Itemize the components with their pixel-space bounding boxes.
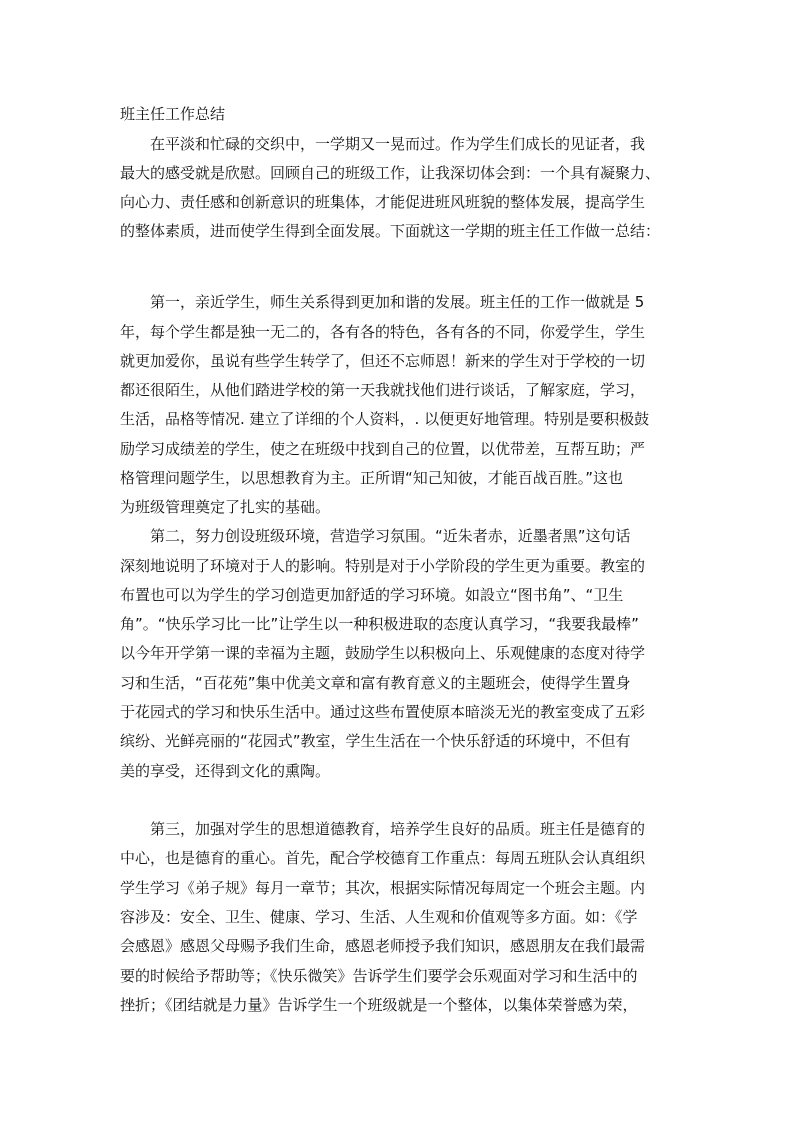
paragraph-line: 角”。“快乐学习比一比”让学生以一种积极进取的态度认真学习，“我要我最棒”: [120, 615, 639, 633]
paragraph-line: 都还很陌生，从他们踏进学校的第一天我就找他们进行谈话，了解家庭，学习，: [120, 381, 646, 399]
paragraph-line: 向心力、责任感和创新意识的班集体，才能促进班风班貌的整体发展，提高学生: [120, 193, 646, 211]
paragraph-line: 最大的感受就是欣慰。回顾自己的班级工作，让我深切体会到：一个具有凝聚力、: [120, 164, 661, 182]
paragraph-line: 挫折；《团结就是力量》告诉学生一个班级就是一个整体，以集体荣誉感为荣，: [120, 996, 638, 1014]
paragraph-line: 习和生活，“百花苑”集中优美文章和富有教育意义的主题班会，使得学生置身: [120, 674, 631, 692]
paragraph-line: 格管理问题学生，以思想教育为主。正所谓“知己知彼，才能百战百胜。”这也: [120, 469, 624, 487]
paragraph-line: 布置也可以为学生的学习创造更加舒适的学习环境。如設立“图书角”、“卫生: [120, 586, 624, 604]
paragraph-line: 缤纷、光鲜亮丽的“花园式”教室，学生生活在一个快乐舒适的环境中，不但有: [120, 732, 631, 750]
paragraph-line: 中心，也是德育的重心。首先，配合学校德育工作重点：每周五班队会认真组织: [120, 849, 646, 867]
paragraph-line: 第三，加强对学生的思想道德教育，培养学生良好的品质。班主任是德育的: [150, 820, 646, 838]
paragraph-line: 第一，亲近学生，师生关系得到更加和谐的发展。班主任的工作一做就是 5: [150, 293, 645, 311]
paragraph-line: 会感恩》感恩父母赐予我们生命，感恩老师授予我们知识，感恩朋友在我们最需: [120, 937, 646, 955]
paragraph-line: 美的享受，还得到文化的熏陶。: [120, 762, 331, 780]
paragraph-line: 要的时候给予帮助等；《快乐微笑》告诉学生们要学会乐观面对学习和生活中的: [120, 967, 638, 985]
paragraph-line: 于花园式的学习和快乐生活中。通过这些布置使原本暗淡无光的教室变成了五彩: [120, 703, 646, 721]
paragraph-line: 以今年开学第一课的幸福为主题，鼓励学生以积极向上、乐观健康的态度对待学: [120, 644, 646, 662]
paragraph-line: 就更加爱你，虽说有些学生转学了，但还不忘师恩！新来的学生对于学校的一切: [120, 352, 646, 370]
paragraph-line: 第二，努力创设班级环境，营造学习氛围。“近朱者赤，近墨者黑”这句话: [150, 527, 631, 545]
document-title: 班主任工作总结: [120, 105, 226, 123]
paragraph-line: 深刻地说明了环境对于人的影响。特别是对于小学阶段的学生更为重要。教室的: [120, 557, 646, 575]
paragraph-line: 的整体素质，进而使学生得到全面发展。下面就这一学期的班主任工作做一总结：: [120, 222, 661, 240]
paragraph-line: 容涉及：安全、卫生、健康、学习、生活、人生观和价值观等多方面。如：《学: [120, 908, 638, 926]
paragraph-line: 年，每个学生都是独一无二的，各有各的特色，各有各的不同，你爱学生，学生: [120, 323, 646, 341]
paragraph-line: 生活，品格等情况. 建立了详细的个人资料，. 以便更好地管理。特别是要积极鼓: [120, 410, 650, 428]
paragraph-line: 在平淡和忙碌的交织中，一学期又一晃而过。作为学生们成长的见证者，我: [150, 135, 646, 153]
paragraph-line: 学生学习《弟子规》每月一章节；其次，根据实际情况每周定一个班会主题。内: [120, 879, 646, 897]
paragraph-line: 励学习成绩差的学生，使之在班级中找到自己的位置，以优带差，互帮互助；严: [120, 440, 646, 458]
paragraph-line: 为班级管理奠定了扎实的基础。: [120, 498, 331, 516]
